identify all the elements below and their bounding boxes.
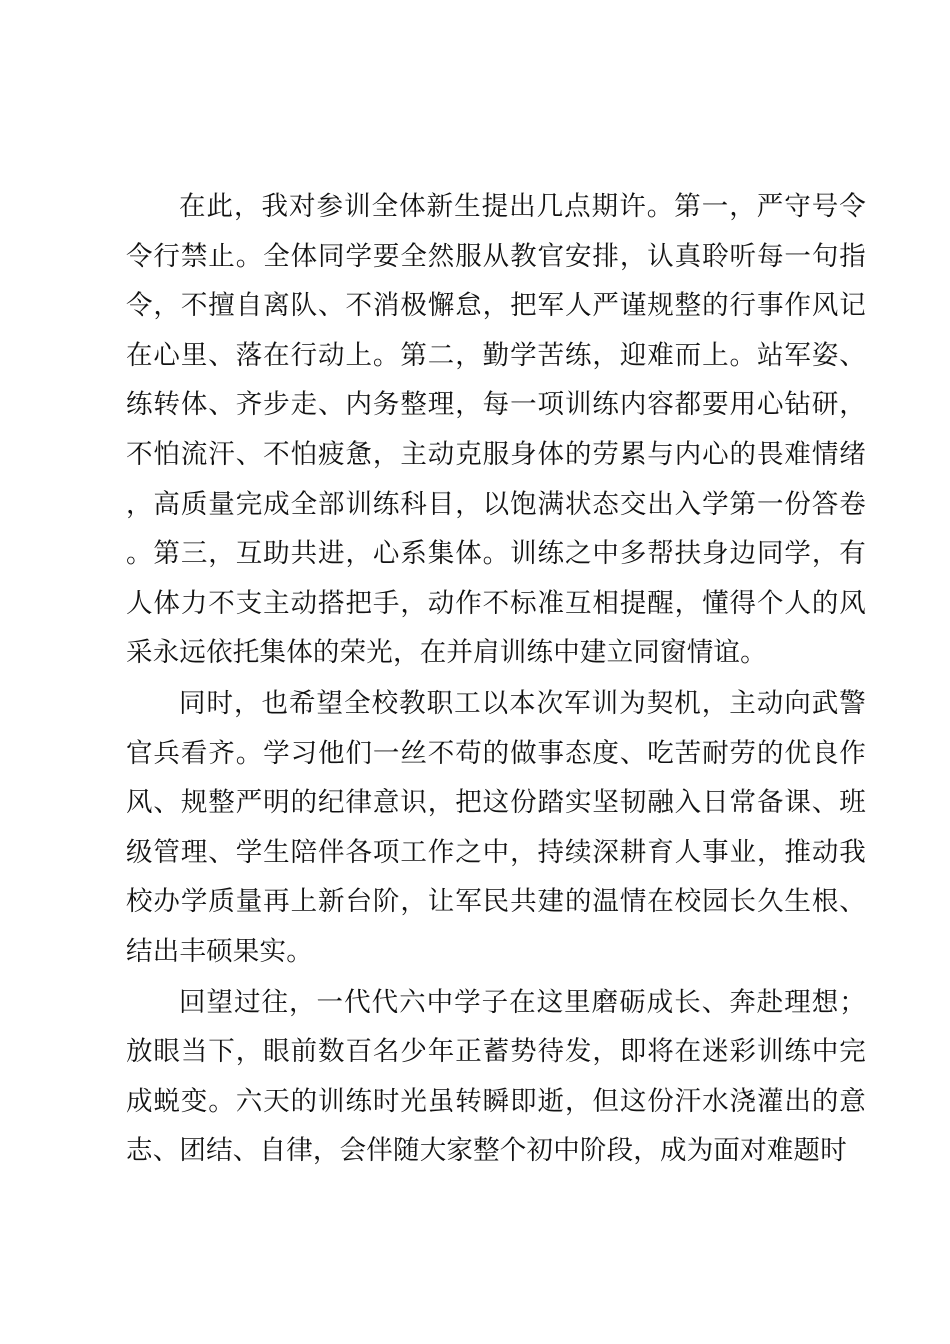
paragraph-looking-back: 回望过往，一代代六中学子在这里磨砺成长、奔赴理想；放眼当下，眼前数百名少年正蓄势待发，即将在迷彩训练中完成蜕变。六天的训练时光虽转瞬即逝，但这份汗水浇灌出的意志、团结、自律，会伴随大家整个初中阶段，成为面对难题时 [126,986,866,1167]
document-body [126,182,866,1177]
paragraph-staff-expectations: 同时，也希望全校教职工以本次军训为契机，主动向武警官兵看齐。学习他们一丝不苟的做事态度、吃苦耐劳的优良作风、规整严明的纪律意识，把这份踏实坚韧融入日常备课、班级管理、学生陪伴各项工作之中，持续深耕育人事业，推动我校办学质量再上新台阶，让军民共建的温情在校园长久生根、结出丰硕果实。 [126,687,866,967]
paragraph-expectations: 在此，我对参训全体新生提出几点期许。第一，严守号令令行禁止。全体同学要全然服从教官安排，认真聆听每一句指令，不擅自离队、不消极懈怠，把军人严谨规整的行事作风记在心里、落在行动上。第二，勤学苦练，迎难而上。站军姿、练转体、齐步走、内务整理，每一项训练内容都要用心钻研，不怕流汗、不怕疲惫，主动克服身体的劳累与内心的畏难情绪，高质量完成全部训练科目，以饱满状态交出入学第一份答卷。第三，互助共进，心系集体。训练之中多帮扶身边同学，有人体力不支主动搭把手，动作不标准互相提醒，懂得个人的风采永远依托集体的荣光，在并肩训练中建立同窗情谊。 [126,191,866,669]
